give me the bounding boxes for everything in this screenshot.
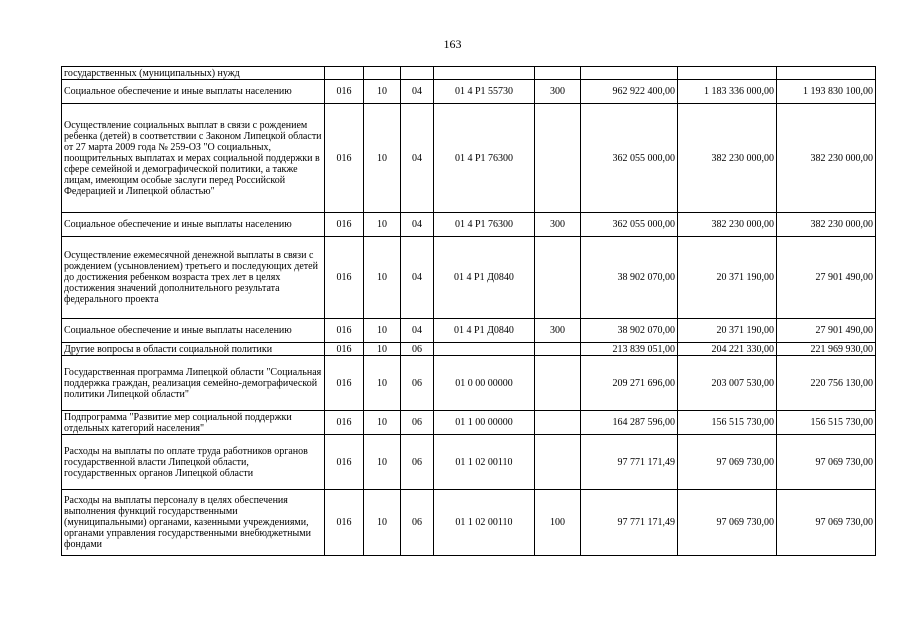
expense-type-code-cell xyxy=(535,237,581,319)
table-row xyxy=(62,67,876,80)
sum-year-1-cell: 962 922 400,00 xyxy=(581,80,678,104)
table-row xyxy=(62,80,876,104)
ved-code-cell xyxy=(325,67,364,80)
row-name-cell: Социальное обеспечение и иные выплаты населению xyxy=(62,319,325,343)
sum-year-1-cell xyxy=(581,67,678,80)
sum-year-1-cell: 38 902 070,00 xyxy=(581,237,678,319)
sum-year-3-cell xyxy=(777,67,876,80)
expense-type-code-cell xyxy=(535,411,581,435)
sum-year-2-cell: 203 007 530,00 xyxy=(678,356,777,411)
expense-type-code-cell xyxy=(535,343,581,356)
sum-year-2-cell: 382 230 000,00 xyxy=(678,213,777,237)
subsection-code-cell: 06 xyxy=(401,343,434,356)
expense-type-code-cell xyxy=(535,435,581,490)
subsection-code-cell: 06 xyxy=(401,356,434,411)
row-name-cell: Расходы на выплаты по оплате труда работников органов государственной власти Липецкой области, государственных органов Липецкой области xyxy=(62,435,325,490)
section-code-cell: 10 xyxy=(364,80,401,104)
sum-year-2-cell: 97 069 730,00 xyxy=(678,435,777,490)
table-row xyxy=(62,213,876,237)
sum-year-3-cell: 97 069 730,00 xyxy=(777,435,876,490)
sum-year-2-cell: 156 515 730,00 xyxy=(678,411,777,435)
section-code-cell: 10 xyxy=(364,435,401,490)
sum-year-2-cell: 97 069 730,00 xyxy=(678,490,777,556)
subsection-code-cell: 04 xyxy=(401,237,434,319)
ved-code-cell: 016 xyxy=(325,237,364,319)
ved-code-cell: 016 xyxy=(325,411,364,435)
sum-year-2-cell: 20 371 190,00 xyxy=(678,319,777,343)
expense-type-code-cell: 300 xyxy=(535,80,581,104)
subsection-code-cell: 04 xyxy=(401,213,434,237)
target-article-code-cell: 01 4 Р1 Д0840 xyxy=(434,237,535,319)
target-article-code-cell: 01 1 00 00000 xyxy=(434,411,535,435)
sum-year-3-cell: 382 230 000,00 xyxy=(777,104,876,213)
sum-year-1-cell: 209 271 696,00 xyxy=(581,356,678,411)
ved-code-cell: 016 xyxy=(325,319,364,343)
sum-year-3-cell: 221 969 930,00 xyxy=(777,343,876,356)
subsection-code-cell: 06 xyxy=(401,490,434,556)
sum-year-1-cell: 362 055 000,00 xyxy=(581,213,678,237)
section-code-cell: 10 xyxy=(364,319,401,343)
section-code-cell: 10 xyxy=(364,104,401,213)
section-code-cell: 10 xyxy=(364,411,401,435)
section-code-cell: 10 xyxy=(364,343,401,356)
subsection-code-cell: 04 xyxy=(401,104,434,213)
sum-year-2-cell: 204 221 330,00 xyxy=(678,343,777,356)
budget-table xyxy=(61,66,876,556)
ved-code-cell: 016 xyxy=(325,104,364,213)
table-row xyxy=(62,104,876,213)
expense-type-code-cell: 300 xyxy=(535,319,581,343)
sum-year-1-cell: 164 287 596,00 xyxy=(581,411,678,435)
sum-year-3-cell: 27 901 490,00 xyxy=(777,237,876,319)
table-row xyxy=(62,237,876,319)
sum-year-2-cell xyxy=(678,67,777,80)
target-article-code-cell: 01 1 02 00110 xyxy=(434,435,535,490)
target-article-code-cell: 01 4 Р1 55730 xyxy=(434,80,535,104)
target-article-code-cell: 01 1 02 00110 xyxy=(434,490,535,556)
sum-year-2-cell: 20 371 190,00 xyxy=(678,237,777,319)
row-name-cell: Социальное обеспечение и иные выплаты населению xyxy=(62,80,325,104)
ved-code-cell: 016 xyxy=(325,80,364,104)
row-name-cell: Осуществление ежемесячной денежной выплаты в связи с рождением (усыновлением) третьего и последующих детей до достижения ребенком возраста трех лет в целях достижения значений дополнительного результата федерального проекта xyxy=(62,237,325,319)
row-name-cell: Другие вопросы в области социальной политики xyxy=(62,343,325,356)
sum-year-3-cell: 382 230 000,00 xyxy=(777,213,876,237)
ved-code-cell: 016 xyxy=(325,213,364,237)
subsection-code-cell xyxy=(401,67,434,80)
expense-type-code-cell xyxy=(535,356,581,411)
target-article-code-cell xyxy=(434,343,535,356)
sum-year-3-cell: 27 901 490,00 xyxy=(777,319,876,343)
expense-type-code-cell xyxy=(535,104,581,213)
row-name-cell: Государственная программа Липецкой области "Социальная поддержка граждан, реализация семейно-демографической политики Липецкой области" xyxy=(62,356,325,411)
sum-year-3-cell: 1 193 830 100,00 xyxy=(777,80,876,104)
target-article-code-cell: 01 0 00 00000 xyxy=(434,356,535,411)
ved-code-cell: 016 xyxy=(325,435,364,490)
row-name-cell: Подпрограмма "Развитие мер социальной поддержки отдельных категорий населения" xyxy=(62,411,325,435)
target-article-code-cell xyxy=(434,67,535,80)
sum-year-3-cell: 156 515 730,00 xyxy=(777,411,876,435)
section-code-cell: 10 xyxy=(364,490,401,556)
sum-year-1-cell: 213 839 051,00 xyxy=(581,343,678,356)
sum-year-2-cell: 382 230 000,00 xyxy=(678,104,777,213)
expense-type-code-cell xyxy=(535,67,581,80)
table-row xyxy=(62,490,876,556)
sum-year-1-cell: 97 771 171,49 xyxy=(581,435,678,490)
ved-code-cell: 016 xyxy=(325,343,364,356)
sum-year-2-cell: 1 183 336 000,00 xyxy=(678,80,777,104)
row-name-cell: Осуществление социальных выплат в связи с рождением ребенка (детей) в соответствии с Законом Липецкой области от 27 марта 2009 года № 259-ОЗ "О социальных, поощрительных выплатах и мерах социальной поддержки в сфере семейной и демографической политики, а также лицам, имеющим особые заслуги перед Российской Федерацией и Липецкой областью" xyxy=(62,104,325,213)
sum-year-3-cell: 220 756 130,00 xyxy=(777,356,876,411)
sum-year-1-cell: 38 902 070,00 xyxy=(581,319,678,343)
section-code-cell: 10 xyxy=(364,237,401,319)
sum-year-3-cell: 97 069 730,00 xyxy=(777,490,876,556)
subsection-code-cell: 06 xyxy=(401,435,434,490)
target-article-code-cell: 01 4 Р1 76300 xyxy=(434,213,535,237)
expense-type-code-cell: 100 xyxy=(535,490,581,556)
table-row xyxy=(62,411,876,435)
table-row xyxy=(62,356,876,411)
section-code-cell xyxy=(364,67,401,80)
target-article-code-cell: 01 4 Р1 76300 xyxy=(434,104,535,213)
table-row xyxy=(62,319,876,343)
subsection-code-cell: 04 xyxy=(401,319,434,343)
subsection-code-cell: 04 xyxy=(401,80,434,104)
expense-type-code-cell: 300 xyxy=(535,213,581,237)
sum-year-1-cell: 97 771 171,49 xyxy=(581,490,678,556)
row-name-cell: Расходы на выплаты персоналу в целях обеспечения выполнения функций государственными (муниципальными) органами, казенными учреждениями, органами управления государственными внебюджетными фондами xyxy=(62,490,325,556)
row-name-cell: Социальное обеспечение и иные выплаты населению xyxy=(62,213,325,237)
section-code-cell: 10 xyxy=(364,213,401,237)
row-name-cell: государственных (муниципальных) нужд xyxy=(62,67,325,80)
sum-year-1-cell: 362 055 000,00 xyxy=(581,104,678,213)
ved-code-cell: 016 xyxy=(325,490,364,556)
table-row xyxy=(62,343,876,356)
page-number: 163 xyxy=(443,37,462,51)
table-row xyxy=(62,435,876,490)
section-code-cell: 10 xyxy=(364,356,401,411)
subsection-code-cell: 06 xyxy=(401,411,434,435)
target-article-code-cell: 01 4 Р1 Д0840 xyxy=(434,319,535,343)
ved-code-cell: 016 xyxy=(325,356,364,411)
